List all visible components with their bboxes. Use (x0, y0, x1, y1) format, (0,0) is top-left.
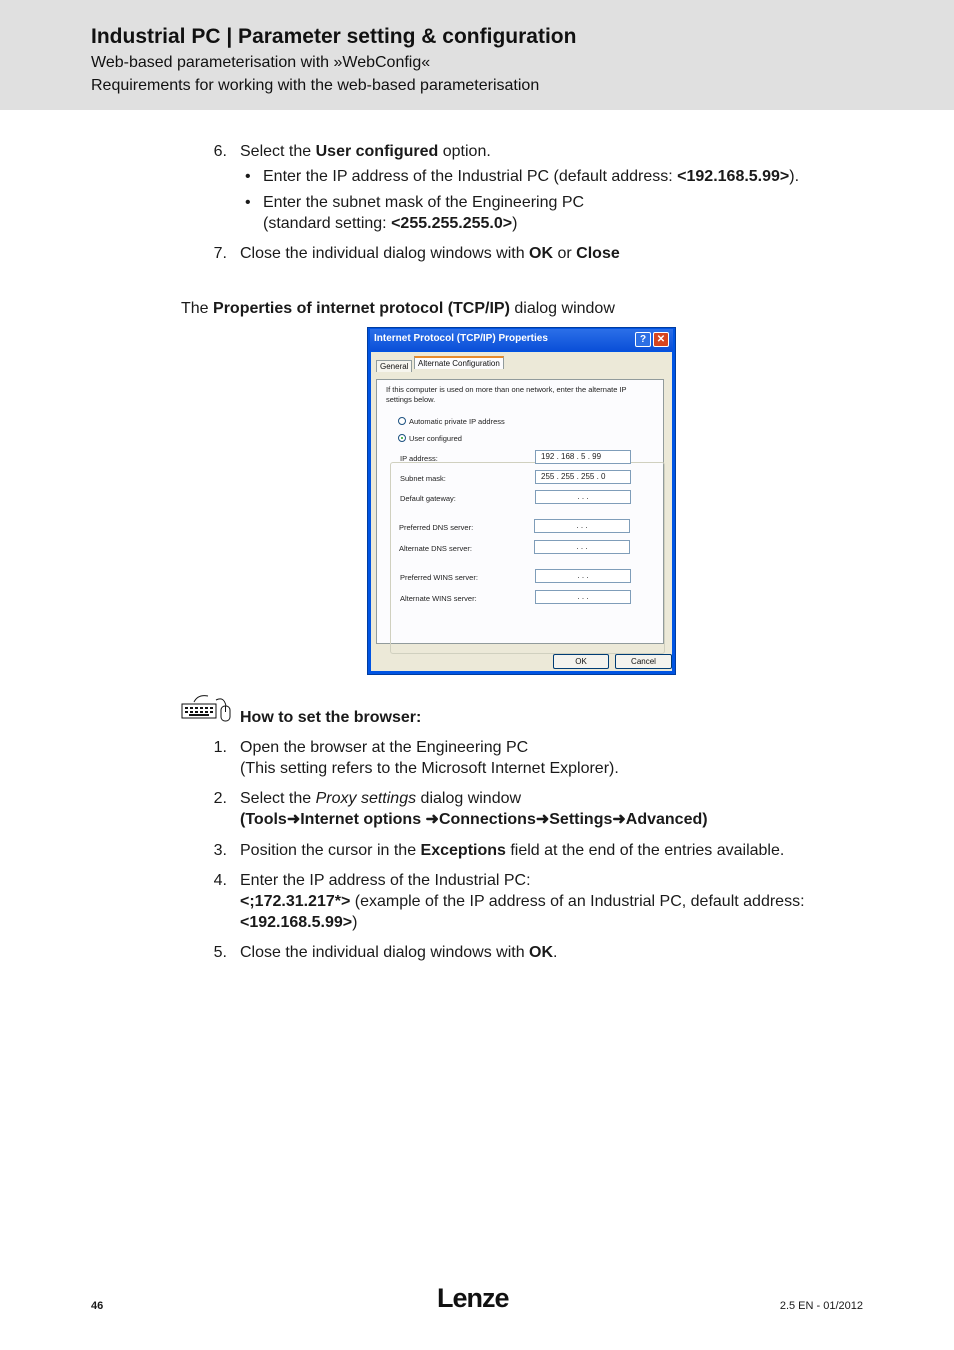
bullet: • (245, 168, 251, 185)
bullet-bold: <255.255.255.0> (391, 215, 513, 232)
step-bold: Close (576, 245, 620, 262)
howto-step-2-line1 (240, 788, 521, 809)
ip-address-field[interactable]: 192 . 168 . 5 . 99 (535, 450, 631, 464)
cancel-button[interactable]: Cancel (615, 654, 672, 669)
step-6 (240, 141, 491, 162)
step-text: . (553, 944, 558, 961)
step-text: field at the end of the entries available. (505, 842, 785, 859)
figure-caption (181, 298, 615, 319)
step-text: Select the (240, 790, 316, 807)
step-bold: Exceptions (420, 842, 506, 859)
alternate-wins-field[interactable]: . . . (535, 590, 631, 604)
preferred-wins-label: Preferred WINS server: (400, 573, 478, 582)
ip-label: IP address: (400, 454, 438, 463)
page-header (0, 0, 954, 110)
arrow-icon: ➜ (286, 811, 301, 828)
dialog-body (371, 352, 672, 671)
radio-user-configured[interactable] (398, 434, 406, 442)
preferred-dns-label: Preferred DNS server: (399, 523, 474, 532)
alternate-wins-label: Alternate WINS server: (400, 594, 477, 603)
help-button[interactable]: ? (635, 332, 651, 347)
howto-step-4-line2 (240, 891, 805, 912)
step-italic: Proxy settings (315, 790, 417, 807)
lenze-logo: Lenze (437, 1283, 509, 1313)
menu-path-item: Internet options (300, 811, 426, 828)
dialog-title: Internet Protocol (TCP/IP) Properties (374, 333, 548, 344)
step-bold: <192.168.5.99> (240, 914, 353, 931)
howto-step-5 (240, 942, 558, 963)
subtitle-1: Web-based parameterisation with »WebConfig« (91, 54, 431, 71)
tab-alternate-configuration[interactable]: Alternate Configuration (414, 356, 504, 369)
tab-general[interactable]: General (376, 360, 412, 372)
bullet-text: (standard setting: (263, 215, 392, 232)
howto-step-1-line2: (This setting refers to the Microsoft Internet Explorer). (240, 760, 619, 777)
step-7 (240, 243, 620, 264)
document-version: 2.5 EN - 01/2012 (779, 1300, 863, 1312)
default-gateway-field[interactable]: . . . (535, 490, 631, 504)
howto-step-4-line3 (240, 912, 357, 933)
menu-path (240, 809, 708, 830)
caption-bold: Properties of internet protocol (TCP/IP) (213, 300, 510, 317)
step-number: 6. (213, 143, 227, 160)
step-text: dialog window (416, 790, 522, 807)
mask-label: Subnet mask: (400, 474, 446, 483)
caption-text: dialog window (509, 300, 615, 317)
howto-title: How to set the browser: (240, 709, 422, 726)
step-bold: OK (529, 944, 554, 961)
step-number: 5. (213, 944, 227, 961)
radio-automatic-label: Automatic private IP address (409, 417, 505, 426)
step-bold: <;172.31.217*> (240, 893, 351, 910)
howto-step-1-line1: Open the browser at the Engineering PC (240, 739, 529, 756)
step-number: 2. (213, 790, 227, 807)
step-text: option. (438, 143, 491, 160)
step-bold: OK (529, 245, 554, 262)
menu-path-item: Settings (549, 811, 613, 828)
step-text: Close the individual dialog windows with (240, 944, 530, 961)
alternate-dns-field[interactable]: . . . (534, 540, 630, 554)
bullet-text: ) (512, 215, 518, 232)
howto-step-4-line1: Enter the IP address of the Industrial PC: (240, 872, 531, 889)
preferred-dns-field[interactable]: . . . (534, 519, 630, 533)
step-text: Position the cursor in the (240, 842, 421, 859)
dialog-titlebar (370, 329, 673, 351)
subtitle-2: Requirements for working with the web-based parameterisation (91, 77, 540, 94)
bullet-bold: <192.168.5.99> (677, 168, 790, 185)
step-number: 4. (213, 872, 227, 889)
menu-path-item: (Tools (240, 811, 287, 828)
page-number: 46 (91, 1300, 104, 1312)
close-button[interactable]: ✕ (653, 332, 669, 347)
tab-panel (376, 379, 664, 644)
arrow-icon: ➜ (612, 811, 626, 828)
bullet-text: ). (789, 168, 800, 185)
arrow-icon: ➜ (425, 811, 439, 828)
subnet-mask-field[interactable]: 255 . 255 . 255 . 0 (535, 470, 631, 484)
step-number: 1. (213, 739, 227, 756)
step-text: Select the (240, 143, 316, 160)
bullet-mask-line2 (263, 213, 517, 234)
step-text: (example of the IP address of an Industrial PC, default address: (350, 893, 805, 910)
caption-text: The (181, 300, 214, 317)
menu-path-item: Advanced) (625, 811, 708, 828)
gateway-label: Default gateway: (400, 494, 456, 503)
howto-step-3 (240, 840, 784, 861)
step-number: 7. (213, 245, 227, 262)
ok-button[interactable]: OK (553, 654, 609, 669)
intro-text: If this computer is used on more than one network, enter the alternate IP (386, 385, 627, 394)
menu-path-item: Connections (438, 811, 536, 828)
tcpip-properties-dialog (367, 327, 676, 675)
bullet-mask-line1: Enter the subnet mask of the Engineering PC (263, 194, 585, 211)
page-title: Industrial PC | Parameter setting & configuration (91, 25, 577, 48)
step-text: ) (352, 914, 358, 931)
preferred-wins-field[interactable]: . . . (535, 569, 631, 583)
bullet-text: Enter the IP address of the Industrial PC (default address: (263, 168, 678, 185)
step-number: 3. (213, 842, 227, 859)
step-text: or (553, 245, 577, 262)
intro-text: settings below. (386, 395, 436, 404)
bullet: • (245, 194, 251, 211)
bullet-ip (263, 166, 799, 187)
alternate-dns-label: Alternate DNS server: (399, 544, 472, 553)
radio-automatic[interactable] (398, 417, 406, 425)
arrow-icon: ➜ (535, 811, 550, 828)
keyboard-mouse-icon (180, 692, 234, 724)
step-text: Close the individual dialog windows with (240, 245, 530, 262)
step-bold: User configured (315, 143, 439, 160)
radio-user-configured-label: User configured (409, 434, 462, 443)
